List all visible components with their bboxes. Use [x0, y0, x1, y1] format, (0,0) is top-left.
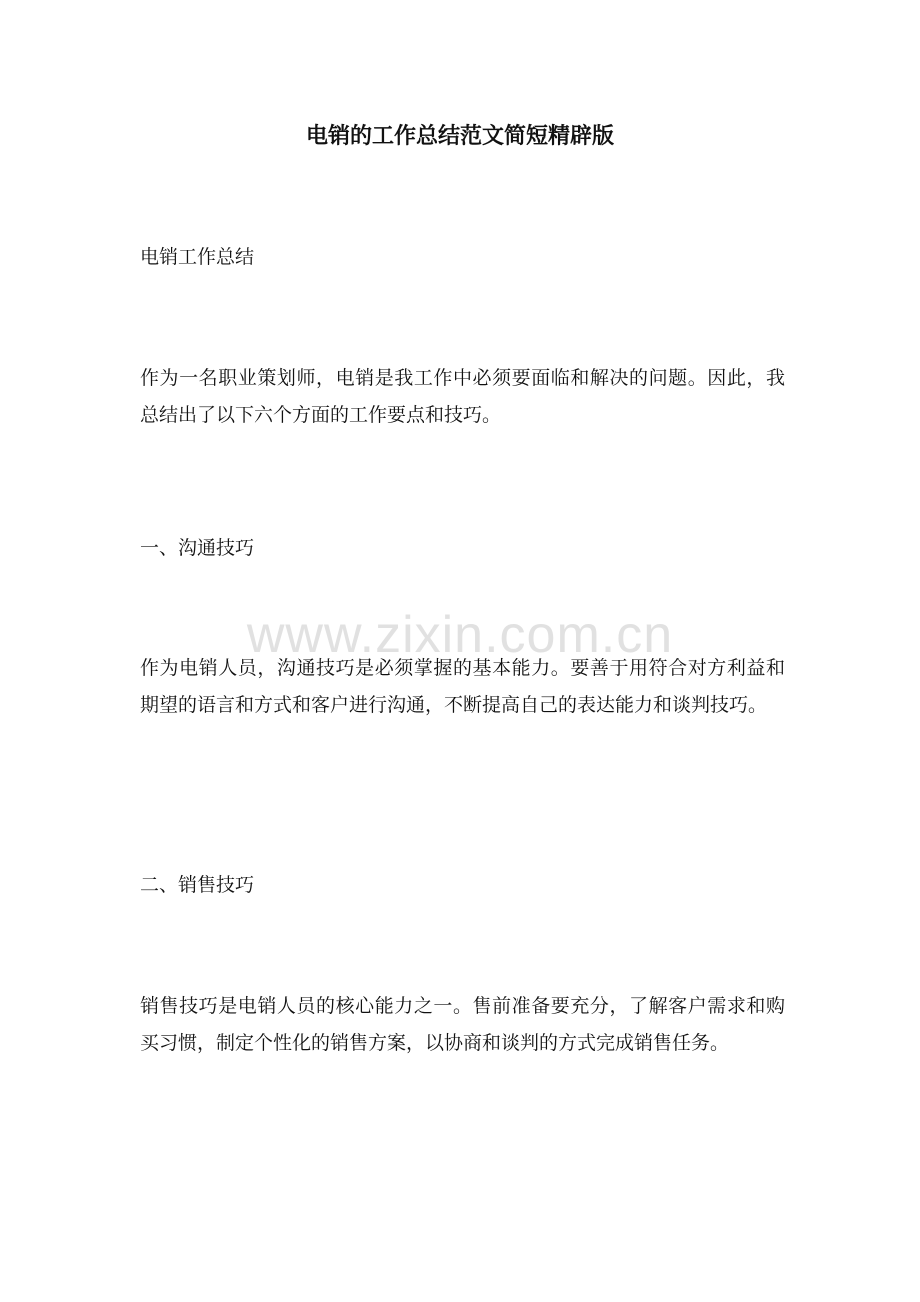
watermark-text: www.zixin.com.cn — [246, 606, 674, 664]
section-heading-communication: 一、沟通技巧 — [140, 537, 255, 559]
document-title: 电销的工作总结范文简短精辟版 — [305, 123, 614, 149]
intro-paragraph: 作为一名职业策划师，电销是我工作中必须要面临和解决的问题。因此，我总结出了以下六个方面的工作要点和技巧。 — [140, 367, 785, 426]
section-heading-sales: 二、销售技巧 — [140, 874, 255, 896]
document-subtitle: 电销工作总结 — [140, 246, 255, 268]
section-body-sales: 销售技巧是电销人员的核心能力之一。售前准备要充分，了解客户需求和购买习惯，制定个性化的销售方案，以协商和谈判的方式完成销售任务。 — [140, 995, 785, 1054]
section-body-communication: 作为电销人员，沟通技巧是必须掌握的基本能力。要善于用符合对方利益和期望的语言和方式和客户进行沟通，不断提高自己的表达能力和谈判技巧。 — [140, 657, 785, 716]
